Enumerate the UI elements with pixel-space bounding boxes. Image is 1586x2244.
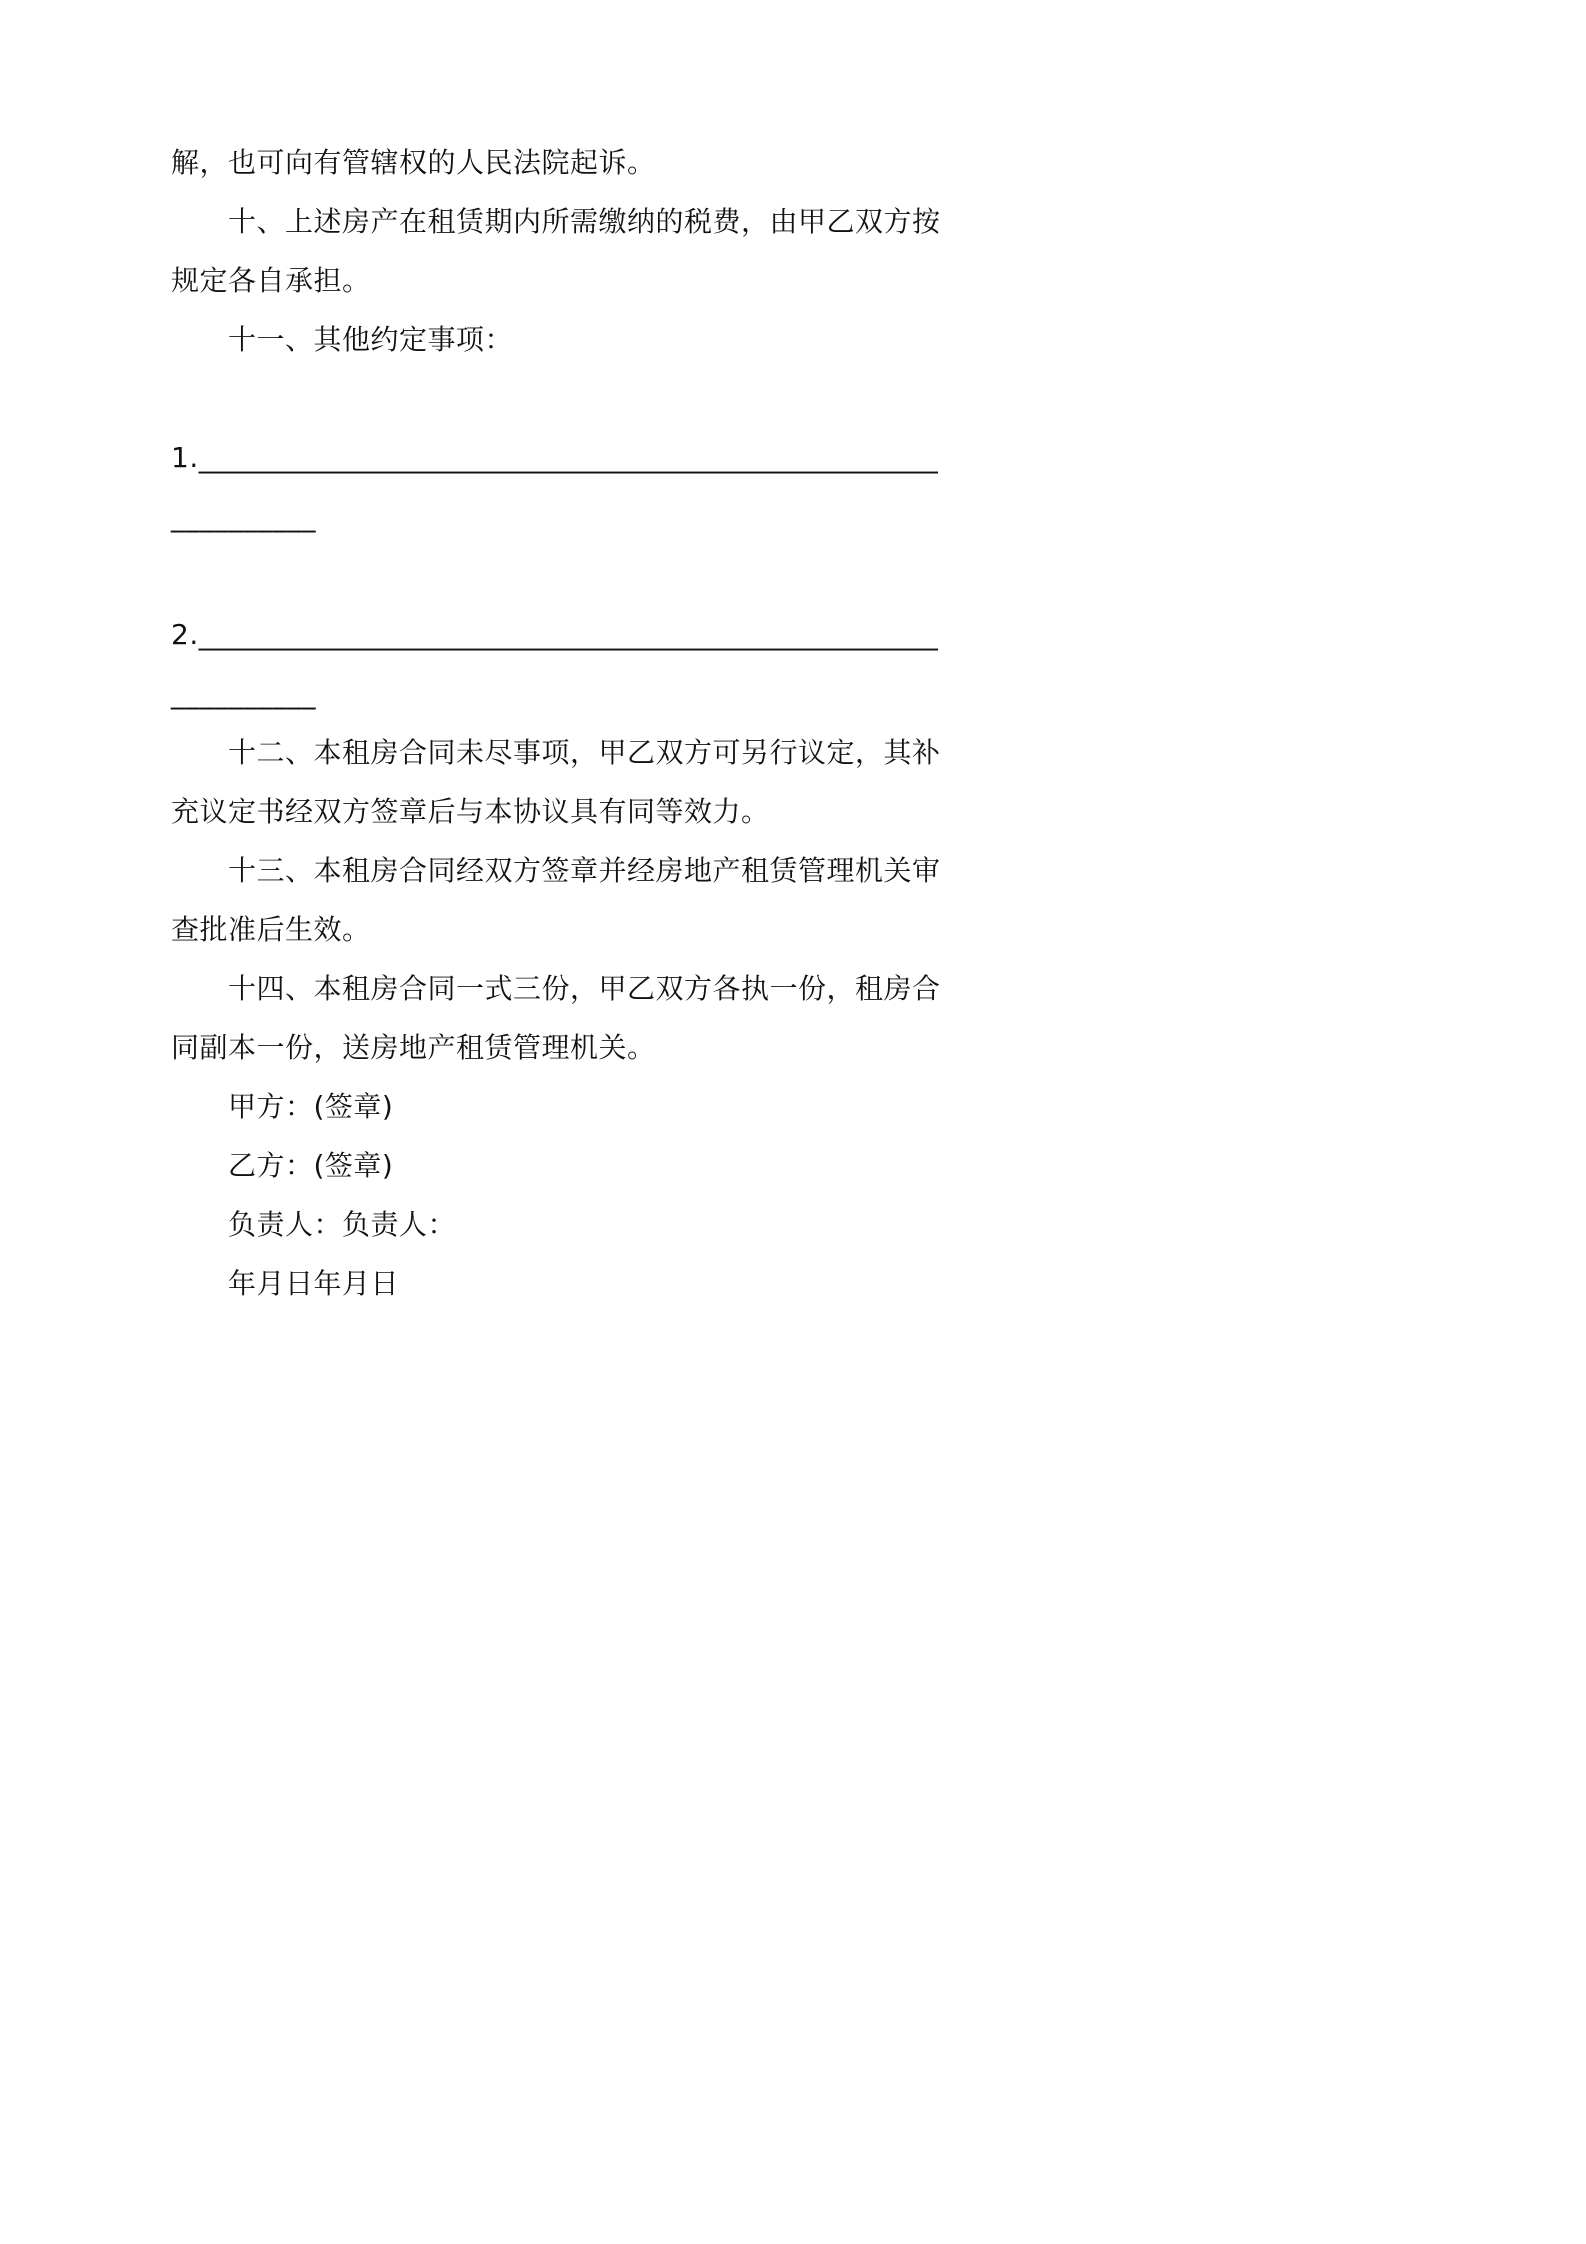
fill-in-item-2: 2.___________________________________________________	[171, 618, 939, 651]
fill-in-item-1: 1.___________________________________________________	[171, 441, 939, 474]
signature-party-b: 乙方：(签章)	[228, 1149, 394, 1182]
blank-space	[171, 369, 961, 428]
fill-in-item-2-continuation: __________	[171, 677, 316, 710]
clause-12: 十二、本租房合同未尽事项，甲乙双方可另行议定，其补充议定书经双方签章后与本协议具有同等效力。	[171, 736, 941, 828]
clause-14: 十四、本租房合同一式三份，甲乙双方各执一份，租房合同副本一份，送房地产租赁管理机关。	[171, 972, 941, 1064]
signature-party-a: 甲方：(签章)	[228, 1090, 394, 1123]
paragraph-continuation: 解，也可向有管辖权的人民法院起诉。	[171, 146, 656, 179]
clause-10: 十、上述房产在租赁期内所需缴纳的税费，由甲乙双方按规定各自承担。	[171, 205, 941, 297]
fill-in-item-1-continuation: __________	[171, 500, 316, 533]
clause-13: 十三、本租房合同经双方签章并经房地产租赁管理机关审查批准后生效。	[171, 854, 941, 946]
clause-11: 十一、其他约定事项：	[228, 323, 514, 356]
blank-space	[171, 546, 961, 605]
signature-date: 年月日年月日	[228, 1267, 400, 1300]
signature-responsible: 负责人：负责人：	[228, 1208, 457, 1241]
document-body	[171, 133, 961, 1313]
